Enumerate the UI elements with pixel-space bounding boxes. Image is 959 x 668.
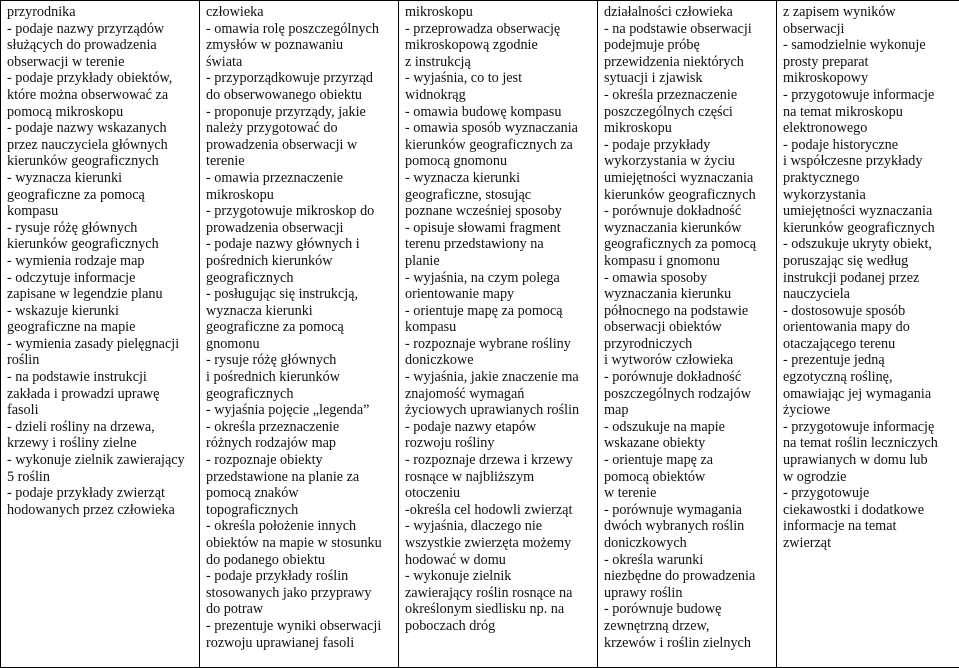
text-line: otoczeniu xyxy=(405,485,461,502)
text-line: - prezentuje jedną xyxy=(783,352,885,369)
text-line: ciekawostki i dodatkowe xyxy=(783,501,925,518)
text-line: egzotyczną roślinę, xyxy=(783,369,893,386)
text-line: obserwacji obiektów xyxy=(604,319,722,336)
text-line: - wyznacza kierunki xyxy=(405,169,521,186)
text-line: - przygotowuje mikroskop do xyxy=(206,203,375,220)
text-line: - wskazuje kierunki xyxy=(7,302,119,319)
text-line: terenu przedstawiony na xyxy=(405,236,544,253)
text-line: - dostosowuje sposób xyxy=(783,302,906,319)
text-line: obserwacji xyxy=(783,20,845,37)
text-line: - przygotowuje informacje xyxy=(783,86,935,103)
text-line: - podaje nazwy przyrządów xyxy=(7,20,165,37)
text-line: - wyjaśnia, na czym polega xyxy=(405,269,560,286)
text-line: mikroskopu xyxy=(604,120,672,137)
text-line: w ogrodzie xyxy=(783,468,847,485)
text-line: - określa przeznaczenie xyxy=(206,418,340,435)
text-line: informacje na temat xyxy=(783,518,897,535)
text-line: wszystkie zwierzęta możemy xyxy=(405,535,572,551)
text-line: kompasu i gnomonu xyxy=(604,252,720,269)
text-line: wyznaczania kierunku xyxy=(604,286,732,303)
text-line: geograficznych za pomocą xyxy=(604,236,757,253)
text-line: przewidzenia niektórych xyxy=(604,53,744,70)
text-line: prosty preparat xyxy=(783,53,869,70)
text-line: - odczytuje informacje xyxy=(7,269,136,286)
text-line: działalności człowieka xyxy=(604,4,733,20)
text-line: mikroskopowy xyxy=(783,70,869,87)
text-line: stosowanych jako przyprawy xyxy=(206,584,372,601)
text-line: - porównuje dokładność xyxy=(604,369,742,386)
text-line: geograficzne, stosując xyxy=(405,186,532,203)
text-line: wskazane obiekty xyxy=(604,435,706,452)
text-line: pomocą znaków xyxy=(206,485,299,502)
text-line: planie xyxy=(405,252,440,269)
text-line: - omawia budowę kompasu xyxy=(405,103,562,120)
text-line: topograficznych xyxy=(206,501,299,518)
text-line: rozwoju rośliny xyxy=(405,435,495,452)
text-line: pomocą mikroskopu xyxy=(7,103,124,120)
text-line: - orientuje mapę za xyxy=(604,452,714,469)
text-line: obiektów na mapie w stosunku xyxy=(206,535,382,551)
text-line: krzewy i rośliny zielne xyxy=(7,435,137,452)
text-line: do potraw xyxy=(206,601,264,618)
text-line: - określa położenie innych xyxy=(206,518,357,535)
text-line: w terenie xyxy=(604,485,657,502)
text-line: kierunków geograficznych xyxy=(604,186,756,203)
text-line: i wytworów człowieka xyxy=(604,352,734,369)
text-line: określonym siedlisku np. na xyxy=(405,601,565,618)
text-line: zakłada i prowadzi uprawę xyxy=(7,385,160,402)
text-line: rosnące w najbliższym xyxy=(405,468,535,485)
text-line: - porównuje budowę xyxy=(604,601,722,618)
text-line: - wyjaśnia, dlaczego nie xyxy=(405,518,543,535)
text-line: zapisane w legendzie planu xyxy=(7,286,163,303)
text-line: dwóch wybranych roślin xyxy=(604,518,745,535)
text-line: terenie xyxy=(206,153,245,170)
text-line: widnokrąg xyxy=(405,86,466,103)
text-line: -określa cel hodowli zwierząt xyxy=(405,501,573,518)
text-line: - na podstawie instrukcji xyxy=(7,369,147,386)
text-line: - określa przeznaczenie xyxy=(604,86,738,103)
text-line: - wyjaśnia, jakie znaczenie ma xyxy=(405,369,579,386)
table-column-4 xyxy=(598,1,777,668)
text-line: mikroskopu xyxy=(206,186,274,203)
text-line: uprawy roślin xyxy=(604,584,683,601)
table-column-5 xyxy=(777,1,959,668)
text-line: - proponuje przyrządy, jakie xyxy=(206,103,366,120)
text-line: - porównuje wymagania xyxy=(604,501,742,518)
text-line: - wykonuje zielnik zawierający xyxy=(7,452,185,469)
text-line: instrukcji podanej przez xyxy=(783,269,920,286)
text-line: omawiając jej wymagania xyxy=(783,385,932,402)
text-line: do podanego obiektu xyxy=(206,551,325,568)
text-line: krzewów i roślin zielnych xyxy=(604,634,751,651)
text-line: - przygotowuje informację xyxy=(783,418,935,435)
text-line: umiejętności wyznaczania xyxy=(604,169,754,186)
text-line: praktycznego xyxy=(783,169,860,186)
text-line: życiowe xyxy=(783,402,831,419)
text-line: zewnętrzną drzew, xyxy=(604,617,710,634)
text-line: przedstawione na planie za xyxy=(206,468,360,485)
text-line: - wyznacza kierunki xyxy=(7,169,123,186)
text-line: otaczającego terenu xyxy=(783,335,896,352)
text-line: geograficzne na mapie xyxy=(7,319,136,336)
text-line: poszczególnych rodzajów xyxy=(604,385,751,402)
text-line: geograficzne za pomocą xyxy=(206,319,344,336)
text-line: - przeprowadza obserwację xyxy=(405,20,561,37)
text-line: - podaje nazwy etapów xyxy=(405,418,537,435)
text-line: - dzieli rośliny na drzewa, xyxy=(7,418,155,435)
table-column-3 xyxy=(399,1,598,668)
text-line: umiejętności wyznaczania xyxy=(783,203,933,220)
text-line: map xyxy=(604,402,629,419)
text-line: należy przygotować do xyxy=(206,120,338,137)
text-line: - omawia sposoby xyxy=(604,269,708,286)
text-line: kompasu xyxy=(405,319,457,336)
text-line: pomocą gnomonu xyxy=(405,153,508,170)
text-line: poznane wcześniej sposoby xyxy=(405,203,562,220)
text-line: poruszając się według xyxy=(783,252,909,269)
text-line: kierunków geograficznych xyxy=(7,236,159,253)
text-line: kierunków geograficznych xyxy=(7,153,159,170)
text-line: uprawianych w domu lub xyxy=(783,452,928,469)
text-line: - wymienia zasady pielęgnacji xyxy=(7,335,180,352)
text-line: - podaje przykłady zwierząt xyxy=(7,485,165,502)
text-line: roślin xyxy=(7,352,40,369)
text-line: - rozpoznaje wybrane rośliny xyxy=(405,335,571,352)
text-line: - porównuje dokładność xyxy=(604,203,742,220)
text-line: - podaje historyczne xyxy=(783,136,899,153)
text-line: - omawia sposób wyznaczania xyxy=(405,120,578,137)
text-line: rozwoju uprawianej fasoli xyxy=(206,634,355,651)
text-line: kompasu xyxy=(7,203,59,220)
text-line: przyrodnika xyxy=(7,4,76,20)
text-line: - podaje przykłady xyxy=(604,136,711,153)
text-line: poszczególnych części xyxy=(604,103,733,120)
text-line: - opisuje słowami fragment xyxy=(405,219,561,236)
text-line: - omawia rolę poszczególnych xyxy=(206,20,379,37)
text-line: sytuacji i zjawisk xyxy=(604,70,703,87)
text-line: z zapisem wyników xyxy=(783,4,896,20)
text-line: wykorzystania xyxy=(783,186,866,203)
text-line: - omawia przeznaczenie xyxy=(206,169,344,186)
text-line: zawierający roślin rosnące na xyxy=(405,584,573,601)
text-line: pośrednich kierunków xyxy=(206,252,333,269)
text-line: - posługując się instrukcją, xyxy=(206,286,359,303)
text-line: doniczkowych xyxy=(604,535,687,551)
text-line: - wyjaśnia, co to jest xyxy=(405,70,523,87)
text-line: 5 roślin xyxy=(7,468,50,485)
text-line: - rysuje różę głównych xyxy=(7,219,138,236)
table-column-2 xyxy=(200,1,399,668)
text-line: - podaje przykłady roślin xyxy=(206,568,349,585)
text-line: wyznacza kierunki xyxy=(206,302,313,319)
text-line: - przyporządkowuje przyrząd xyxy=(206,70,374,87)
text-line: do obserwowanego obiektu xyxy=(206,86,363,103)
text-line: wyznaczania kierunków xyxy=(604,219,742,236)
text-line: podejmuje próbę xyxy=(604,37,700,54)
text-line: przez nauczyciela głównych xyxy=(7,136,168,153)
text-line: mikroskopu xyxy=(405,4,473,20)
text-line: świata xyxy=(206,53,243,70)
text-line: zwierząt xyxy=(783,535,832,551)
text-line: które można obserwować za xyxy=(7,86,169,103)
text-line: geograficznych xyxy=(206,269,294,286)
text-line: człowieka xyxy=(206,4,264,20)
text-line: elektronowego xyxy=(783,120,868,137)
text-line: służących do prowadzenia xyxy=(7,37,157,54)
text-line: na temat roślin leczniczych xyxy=(783,435,938,452)
text-line: zmysłów w poznawaniu xyxy=(206,37,344,54)
text-line: - wymienia rodzaje map xyxy=(7,252,145,269)
text-line: - podaje nazwy głównych i xyxy=(206,236,360,253)
text-line: - podaje przykłady obiektów, xyxy=(7,70,173,87)
text-line: - orientuje mapę za pomocą xyxy=(405,302,563,319)
text-line: doniczkowe xyxy=(405,352,474,369)
text-line: - samodzielnie wykonuje xyxy=(783,37,926,54)
text-line: różnych rodzajów map xyxy=(206,435,337,452)
text-line: - rysuje różę głównych xyxy=(206,352,337,369)
text-line: z instrukcją xyxy=(405,53,471,70)
text-line: życiowych uprawianych roślin xyxy=(405,402,580,419)
text-line: kierunków geograficznych za xyxy=(405,136,573,153)
text-line: - na podstawie obserwacji xyxy=(604,20,752,37)
text-line: - podaje nazwy wskazanych xyxy=(7,120,167,137)
text-line: - prezentuje wyniki obserwacji xyxy=(206,617,382,634)
text-line: - wyjaśnia pojęcie „legenda” xyxy=(206,402,370,419)
text-line: i pośrednich kierunków xyxy=(206,369,340,386)
text-line: geograficzne za pomocą xyxy=(7,186,145,203)
text-line: - przygotowuje xyxy=(783,485,870,502)
text-line: fasoli xyxy=(7,402,39,419)
text-line: pomocą obiektów xyxy=(604,468,706,485)
text-line: gnomonu xyxy=(206,335,260,352)
text-line: przyrodniczych xyxy=(604,335,693,352)
text-line: prowadzenia obserwacji w xyxy=(206,136,358,153)
text-line: poboczach dróg xyxy=(405,617,496,634)
text-line: prowadzenia obserwacji xyxy=(206,219,344,236)
text-line: - wykonuje zielnik xyxy=(405,568,512,585)
text-line: i współczesne przykłady xyxy=(783,153,923,170)
text-line: nauczyciela xyxy=(783,286,850,303)
text-line: obserwacji w terenie xyxy=(7,53,125,70)
text-line: geograficznych xyxy=(206,385,294,402)
text-line: niezbędne do prowadzenia xyxy=(604,568,756,585)
text-line: wykorzystania w życiu xyxy=(604,153,735,170)
text-line: orientowanie mapy xyxy=(405,286,515,303)
text-line: - określa warunki xyxy=(604,551,704,568)
text-line: kierunków geograficznych xyxy=(783,219,935,236)
text-line: znajomość wymagań xyxy=(405,385,525,402)
text-line: hodować w domu xyxy=(405,551,506,568)
text-line: - rozpoznaje drzewa i krzewy xyxy=(405,452,573,469)
text-line: - rozpoznaje obiekty xyxy=(206,452,323,469)
text-line: mikroskopową zgodnie xyxy=(405,37,538,54)
text-line: orientowania mapy do xyxy=(783,319,910,336)
text-line: na temat mikroskopu xyxy=(783,103,903,120)
text-line: - odszukuje na mapie xyxy=(604,418,725,435)
text-line: - odszukuje ukryty obiekt, xyxy=(783,236,932,253)
text-line: północnego na podstawie xyxy=(604,302,749,319)
text-line: hodowanych przez człowieka xyxy=(7,501,175,518)
table-column-1 xyxy=(1,1,200,668)
